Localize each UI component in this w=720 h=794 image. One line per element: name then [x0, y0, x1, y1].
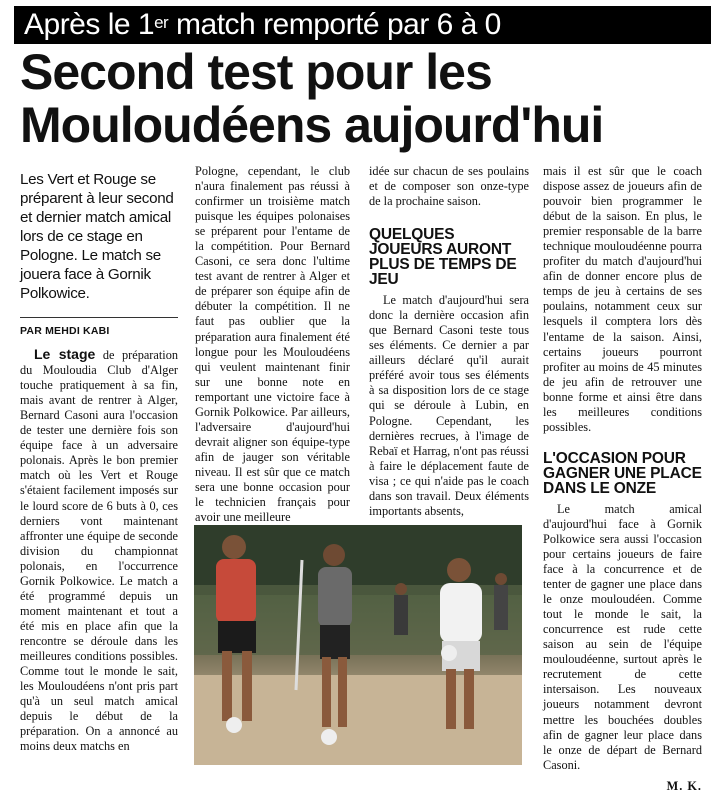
- column-4: [543, 164, 702, 794]
- article-standfirst: Les Vert et Rouge se préparent à leur second et dernier match amical lors de ce stage en Pologne. Le match se jouera face à Gornik Polkowice.: [20, 171, 174, 302]
- article-headline: [20, 46, 710, 152]
- headline-line-2: Mouloudéens aujourd'hui: [20, 97, 604, 153]
- kicker-text-end: match remporté par 6 à 0: [168, 8, 501, 41]
- headline-line-1: Second test pour les: [20, 44, 492, 100]
- kicker-banner: [14, 6, 711, 44]
- subheading-1: QUELQUES JOUEURS AURONT PLUS DE TEMPS DE JEU: [369, 226, 517, 289]
- column-4-top-text: mais il est sûr que le coach dispose assez de joueurs afin de pouvoir bien programmer le début de la saison. En plus, le premier responsable de la barre technique mouloudéenne pourra profiter du match d'aujourd'hui afin de donner encore plus de temps de jeu à certains de ses poulains, notamment ceux sur lesquels il comptera lors dès l'entame de la saison. Ainsi, certains joueurs pourront profiter au moins de 45 minutes de jeu afin de retrouver une bonne forme et ainsi être dans les meilleures conditions possibles.: [543, 164, 702, 434]
- column-2-text: Pologne, cependant, le club n'aura finalement pas réussi à confirmer un troisième match puisque les équipes polonaises se préparent pour l'entame de la compétition. Pour Bernard Casoni, ce sera donc l'ultime test avant de rentrer à Alger et de préparer son équipe afin de débuter la compétition. Il ne faut pas oublier que la préparation aura finalement été longue pour les Mouloudéens qui veulent maintenant finir sur une bonne note en remportant une victoire face à Gornik Polkowice. Par ailleurs, l'adversaire d'aujourd'hui devrait aligner son équipe-type afin de jauger son véritable niveau. Il est sûr que ce match sera une bonne occasion pour le technicien français pour avoir une meilleure: [195, 164, 350, 525]
- column-2: [195, 164, 350, 525]
- column-3: [369, 164, 529, 519]
- kicker-superscript: er: [154, 13, 169, 32]
- team-training-photo: [194, 525, 522, 765]
- author-initials: M. K.: [666, 778, 702, 793]
- column-1: [20, 170, 178, 754]
- subheading-2: L'OCCASION POUR GAGNER UNE PLACE DANS LE ONZE: [543, 449, 702, 497]
- column-3-body-text: Le match d'aujourd'hui sera donc la dernière occasion afin que Bernard Casoni teste tous ses éléments. Ce dernier a par ailleurs déclaré qu'il aurait préféré avoir tous ses éléments à sa disposition lors de ce stage qui se déroule à Lubin, en Pologne. Cependant, les dernières recrues, à l'image de Rebaï et Harrag, n'ont pas réussi à faire le déplacement faute de visa ; ce qui n'aide pas le coach dans son travail. Deux éléments importants absents,: [369, 293, 529, 518]
- training-photo-illustration: [194, 525, 522, 765]
- byline: PAR MEHDI KABI: [20, 317, 178, 339]
- lead-paragraph-text: de préparation du Mouloudia Club d'Alger touche pratiquement à sa fin, mais avant de rentrer à Alger, Bernard Casoni aura l'occasion de tester une dernière fois son équipe face à un adversaire polonais. Après le bon premier match où les Vert et Rouge s'étaient facilement imposés sur le lourd score de 6 buts à 0, ces derniers vont maintenant affronter une équipe de seconde division du championnat polonais, en l'occurrence Gornik Polkowice. Le match a été programmé depuis un moment maintenant et tout a été mis en place afin que la rencontre se déroule dans les meilleures conditions possibles. Comme tout le monde le sait, les Mouloudéens n'ont pris part qu'à un seul match amical depuis le début de la préparation. On a annoncé au moins deux matchs en: [20, 348, 178, 754]
- lead-word: Le stage: [34, 346, 96, 363]
- column-3-top-text: idée sur chacun de ses poulains et de composer son onze-type de la prochaine saison.: [369, 164, 529, 209]
- lead-paragraph: [20, 347, 178, 754]
- column-4-body-text: Le match amical d'aujourd'hui face à Gornik Polkowice sera aussi l'occasion pour certains joueurs de faire face à la concurrence et de tenter de gagner une place dans le onze mouloudéen. Comme tout le monde le sait, la concurrence est rude cette saison au sein de l'équipe mouloudéenne, surtout après le recrutement de cette intersaison. Les nouveaux joueurs notamment devront mettre les bouchées doubles afin de gagner leur place dans le onze de départ de Bernard Casoni.: [543, 501, 702, 772]
- kicker-text: Après le 1: [24, 8, 155, 41]
